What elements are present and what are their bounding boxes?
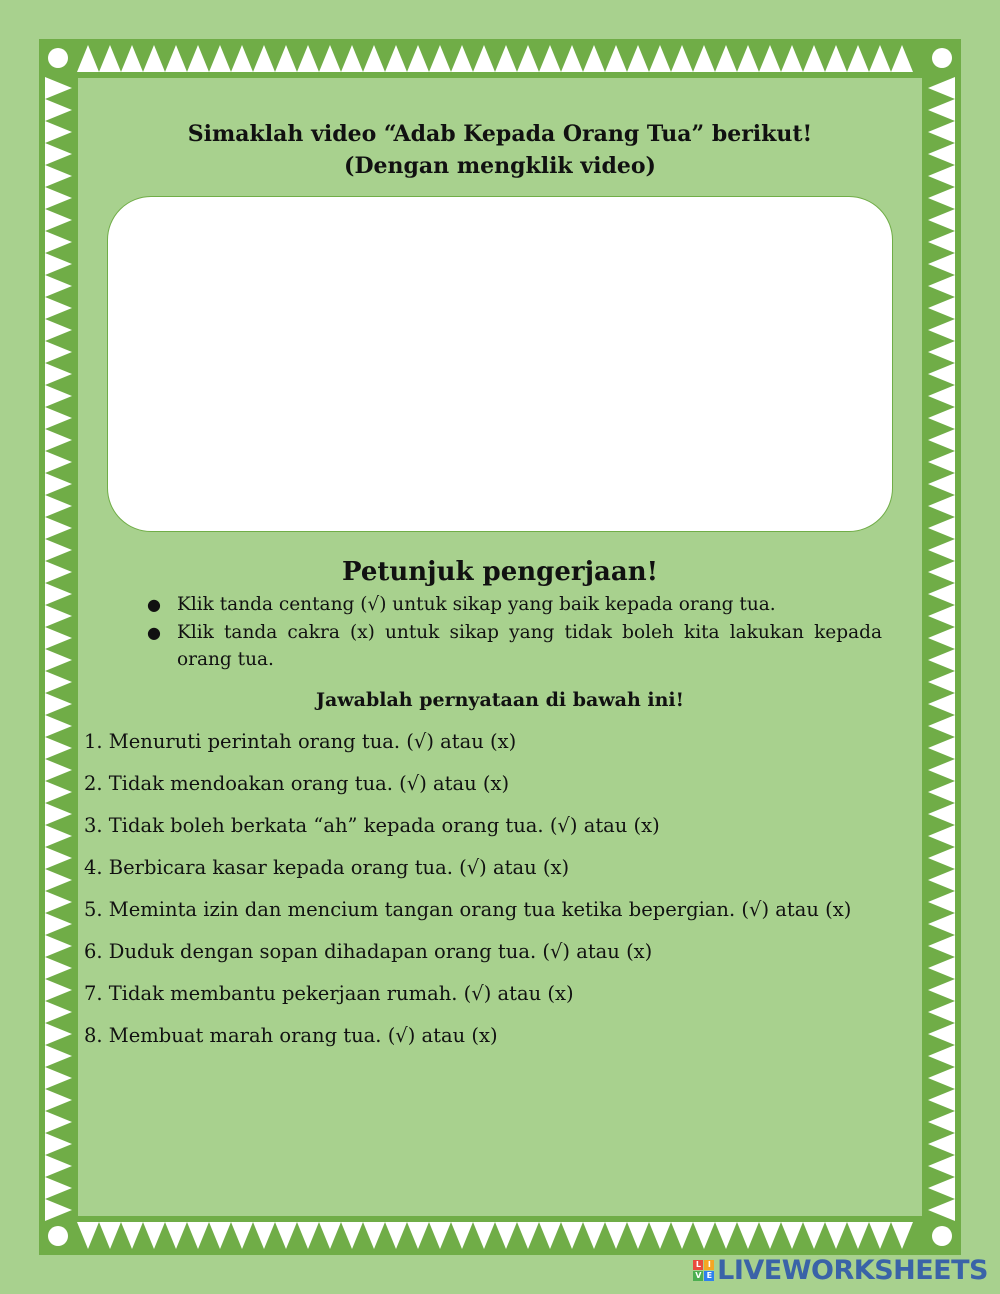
tick-option[interactable]: (√): [549, 814, 578, 837]
or-label: atau: [421, 1024, 466, 1047]
cross-option[interactable]: (x): [471, 1024, 498, 1047]
question-item: [84, 1022, 498, 1050]
liveworksheets-logo: [693, 1254, 988, 1286]
question-text: 8. Membuat marah orang tua.: [84, 1024, 382, 1047]
question-item: [84, 980, 574, 1008]
cross-option[interactable]: (x): [626, 940, 653, 963]
bullet-icon: ●: [147, 623, 161, 642]
tick-option[interactable]: (√): [542, 940, 570, 963]
cross-option[interactable]: (x): [490, 730, 517, 753]
page-title: Simaklah video “Adab Kepada Orang Tua” berikut!: [187, 121, 813, 147]
cross-option[interactable]: (x): [825, 898, 852, 921]
cross-option[interactable]: (x): [482, 772, 510, 795]
or-label: atau: [433, 772, 477, 795]
cross-option[interactable]: (x): [542, 856, 570, 879]
tick-option[interactable]: (√): [459, 856, 487, 879]
question-text: 1. Menuruti perintah orang tua.: [84, 730, 401, 753]
instructions-heading: Petunjuk pengerjaan!: [341, 557, 659, 587]
or-label: atau: [440, 730, 484, 753]
tick-option[interactable]: (√): [406, 730, 434, 753]
question-text: 5. Meminta izin dan mencium tangan orang tua ketika bepergian.: [84, 898, 736, 921]
or-label: atau: [492, 856, 537, 879]
tick-option[interactable]: (√): [387, 1024, 416, 1047]
answer-heading: Jawablah pernyataan di bawah ini!: [316, 689, 684, 711]
question-item: [84, 938, 652, 966]
tick-option[interactable]: (√): [463, 982, 492, 1005]
question-item: [84, 728, 516, 756]
or-label: atau: [775, 898, 819, 921]
question-text: 4. Berbicara kasar kepada orang tua.: [84, 856, 453, 879]
question-text: 6. Duduk dengan sopan dihadapan orang tua.: [84, 940, 537, 963]
question-text: 3. Tidak boleh berkata “ah” kepada orang tua.: [84, 814, 544, 837]
cross-option[interactable]: (x): [633, 814, 660, 837]
tick-option[interactable]: (√): [399, 772, 427, 795]
or-label: atau: [576, 940, 620, 963]
question-item: [84, 812, 660, 840]
question-item: [84, 854, 569, 882]
page-subtitle: (Dengan mengklik video): [344, 153, 656, 179]
question-text: 7. Tidak membantu pekerjaan rumah.: [84, 982, 458, 1005]
or-label: atau: [497, 982, 542, 1005]
liveworksheets-logo-icon: L I V E: [693, 1260, 714, 1281]
or-label: atau: [583, 814, 628, 837]
question-item: [84, 770, 509, 798]
tick-option[interactable]: (√): [741, 898, 770, 921]
question-item: [84, 896, 851, 924]
cross-option[interactable]: (x): [547, 982, 574, 1005]
brand-name: LIVEWORKSHEETS: [717, 1254, 988, 1286]
video-player[interactable]: [107, 196, 893, 532]
question-text: 2. Tidak mendoakan orang tua.: [84, 772, 393, 795]
instruction-item: ● Klik tanda cakra (x) untuk sikap yang tidak boleh kita lakukan kepada orang tua.: [177, 619, 882, 673]
bullet-icon: ●: [147, 595, 161, 614]
instruction-item: ● Klik tanda centang (√) untuk sikap yang baik kepada orang tua.: [177, 591, 882, 618]
